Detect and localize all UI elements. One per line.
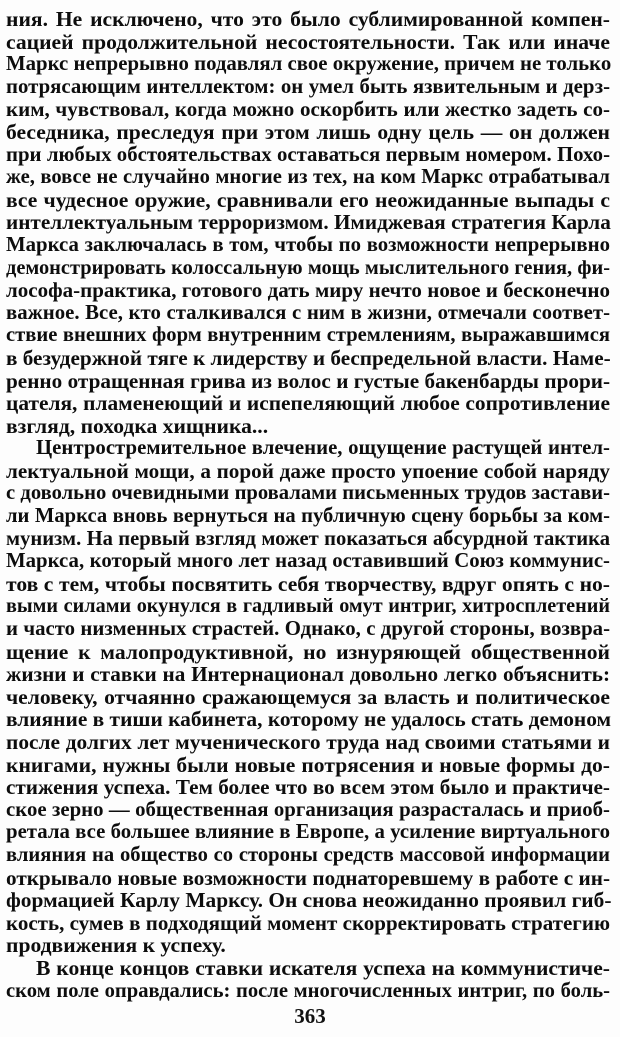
text-line: цателя, пламенеющий и испепеляющий любое сопротивление [6,391,610,416]
text-line: ния. Не исключено, что это было сублимированной компен- [6,7,610,31]
text-line: жизни и ставки на Интернационал довольно легко объяснить: [6,662,610,687]
text-line: формацией Карлу Марксу. Он снова неожиданно проявил гиб- [6,888,612,913]
text-line: выми силами окунулся в гадливый омут интриг, хитросплетений [6,595,610,618]
text-line: в безудержной тяге к лидерству и беспредельной власти. Наме- [6,345,611,370]
text-line: мунизм. На первый взгляд может показаться абсурдной тактика [6,527,610,550]
text-line: после долгих лет мученического труда над своими статьями и [6,730,610,754]
text-line: ренно отращенная грива из волос и густые бакенбарды прори- [6,368,610,393]
text-line: ретала все большее влияние в Европе, а усиление виртуального [6,820,610,844]
text-line: потрясающим интеллектом: он умел быть язвительным и дерз- [6,74,610,98]
text-line: же, вовсе не случайно многие из тех, на ком Маркс отрабатывал [6,166,610,189]
text-line: влияние в тиши кабинета, которому не удалось стать демоном [6,707,612,732]
text-line: Центростремительное влечение, ощущение растущей интел- [36,436,610,460]
text-line: Маркс непрерывно подавлял свое окружение, причем не только [6,52,612,76]
text-line: человеку, отчаянно сражающемуся за власть и политическое [6,684,610,709]
text-line: Маркса заключалась в том, чтобы по возможности непрерывно [6,232,610,256]
text-line: сацией продолжительной несостоятельности. Так или иначе [6,29,610,54]
text-line: и часто низменных страстей. Однако, с другой стороны, возвра- [6,617,610,641]
text-line: влияния на общество со стороны средств массовой информации [6,843,610,866]
text-line: ким, чувствовал, когда можно оскорбить или жестко задеть со- [6,97,610,122]
text-line: ствие внешних форм внутренним стремлениям, выражавшимся [6,324,610,347]
text-line: продвижения к успеху. [6,933,226,958]
text-line: с довольно очевидными провалами письменных трудов застави- [6,482,610,505]
text-line: все чудесное оружие, сравнивали его неожиданные выпады с [6,187,610,212]
text-line: Маркса, который много лет назад оставивший Союз коммунис- [6,549,610,573]
text-line: интеллектуальным терроризмом. Имиджевая стратегия Карла [6,210,611,235]
text-line: при любых обстоятельствах оставаться первым номером. Похо- [6,142,610,166]
text-line: ское зерно — общественная организация разрасталась и приоб- [6,797,610,821]
text-line: ли Маркса вновь вернуться на публичную сцену борьбы за ком- [6,505,610,528]
text-line: стижения успеха. Тем более что во всем этом было и практиче- [6,775,610,800]
text-line: взгляд, походка хищника... [6,413,269,438]
text-line: книгами, нужны были новые потрясения и новые формы до- [6,752,610,777]
text-line: лософа-практика, готового дать миру нечто новое и бесконечно [6,278,610,303]
page-number: 363 [294,1004,326,1028]
text-line: важное. Все, кто сталкивался с ним в жизни, отмечали соответ- [6,300,610,324]
text-line: тов с тем, чтобы посвятить себя творчеству, вдруг опять с но- [6,571,610,596]
body-text [6,8,614,1002]
text-line: В конце концов ставки искателя успеха на коммунистиче- [36,955,610,980]
text-line: щение к малопродуктивной, но изнуряющей общественной [6,639,610,664]
text-line: лектуальной мощи, а порой даже просто упоение собой наряду [6,458,610,483]
text-line: открывало новые возможности поднаторевшему в работе с ин- [6,865,610,890]
text-line: ском поле оправдались: после многочисленных интриг, по боль- [6,979,610,1002]
text-line: кость, сумев в подходящий момент скорректировать стратегию [6,910,610,935]
text-line: беседника, преследуя при этом лишь одну цель — он должен [6,119,610,144]
text-line: демонстрировать колоссальную мощь мыслительного гения, фи- [6,256,610,279]
